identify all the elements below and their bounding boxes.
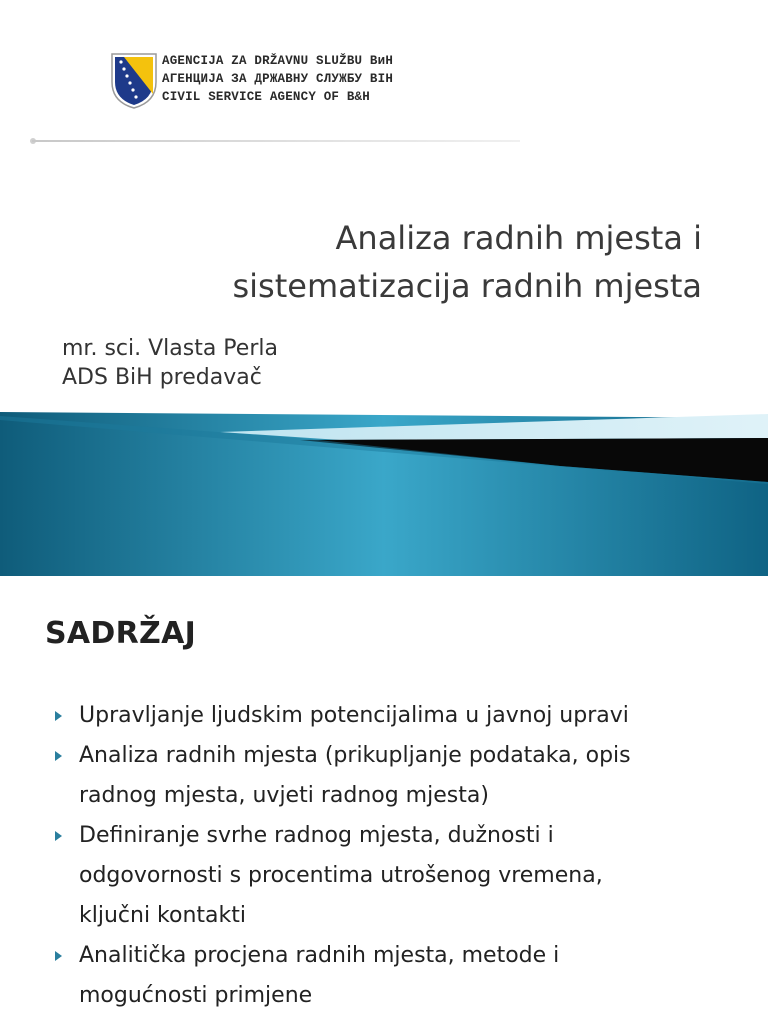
list-item-line: mogućnosti primjene xyxy=(79,983,313,1008)
agency-name-cyrillic: АГЕНЦИЈА ЗА ДРЖАВНУ СЛУЖБУ ВІН xyxy=(162,72,394,86)
list-item-line: odgovornosti s procentima utrošenog vremena, xyxy=(79,863,603,888)
agency-name-lines xyxy=(162,52,393,106)
list-item-line: ključni kontakti xyxy=(79,903,246,928)
slide-subtitle xyxy=(62,334,278,392)
agency-name-english: CIVIL SERVICE AGENCY OF B&H xyxy=(162,90,370,104)
bih-coat-of-arms-icon xyxy=(110,52,158,110)
list-item-line: radnog mjesta, uvjeti radnog mjesta) xyxy=(79,783,489,808)
author-role: ADS BiH predavač xyxy=(62,365,262,390)
list-item xyxy=(55,696,755,736)
list-item xyxy=(55,816,755,936)
header-divider xyxy=(32,140,520,142)
list-item-line: Analiza radnih mjesta (prikupljanje podataka, opis xyxy=(79,743,631,768)
contents-list xyxy=(55,696,755,1016)
triangle-bullet-icon xyxy=(55,951,62,961)
triangle-bullet-icon xyxy=(55,831,62,841)
list-item xyxy=(55,936,755,1016)
agency-name-latin: AGENCIJA ZA DRŽAVNU SLUŽBU BиH xyxy=(162,54,394,68)
slide-title xyxy=(142,214,702,310)
list-item-line: Upravljanje ljudskim potencijalima u javnoj upravi xyxy=(79,703,629,728)
triangle-bullet-icon xyxy=(55,711,62,721)
list-item-line: Definiranje svrhe radnog mjesta, dužnosti i xyxy=(79,823,554,848)
triangle-bullet-icon xyxy=(55,751,62,761)
contents-heading: SADRŽAJ xyxy=(45,616,197,651)
decorative-swoosh-banner xyxy=(0,410,768,576)
agency-logo xyxy=(110,50,445,112)
slide-title-line-2: sistematizacija radnih mjesta xyxy=(232,267,702,305)
author-name: mr. sci. Vlasta Perla xyxy=(62,336,278,361)
list-item xyxy=(55,736,755,816)
slide-title-line-1: Analiza radnih mjesta i xyxy=(335,219,702,257)
list-item-line: Analitička procjena radnih mjesta, metode i xyxy=(79,943,560,968)
contents-slide xyxy=(0,576,768,1024)
